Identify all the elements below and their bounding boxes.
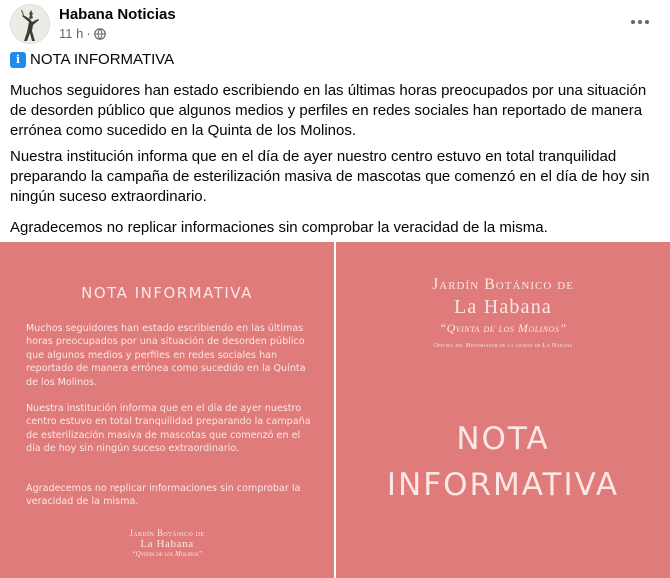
nota-line-1: NOTA bbox=[456, 421, 550, 457]
page-avatar[interactable] bbox=[10, 4, 50, 44]
post-paragraph-1: Muchos seguidores han estado escribiendo en las últimas horas preocupados por una situación de desorden público que algunos medios y perfiles en redes sociales han reportado de manera errónea como sucedido en la Quinta de los Molinos. bbox=[10, 82, 647, 139]
brand-line-2: La Habana bbox=[140, 538, 194, 550]
post-text bbox=[10, 50, 660, 244]
brand-line-4: Oficina del Historiador de la ciudad de La Habana bbox=[433, 342, 573, 349]
image-left[interactable] bbox=[0, 242, 334, 578]
image-left-paragraph-2: Nuestra institución informa que en el día de ayer nuestro centro estuvo en total tranquilidad preparando la campaña de esterilización masiva de mascotas que comenzó en el día de hoy sin ningún suceso extraordinario. bbox=[26, 403, 311, 455]
brand-line-1: Jardín Botánico de bbox=[129, 528, 205, 538]
post-meta bbox=[59, 26, 106, 41]
info-icon: i bbox=[10, 52, 26, 68]
globe-icon bbox=[94, 28, 106, 40]
image-left-title: NOTA INFORMATIVA bbox=[81, 284, 253, 302]
nota-line-2: INFORMATIVA bbox=[386, 467, 620, 503]
post-header bbox=[10, 4, 660, 44]
post-paragraph-3: Agradecemos no replicar informaciones sin comprobar la veracidad de la misma. bbox=[10, 219, 548, 236]
post-time[interactable]: 11 h bbox=[59, 26, 84, 41]
image-left-paragraph-1: Muchos seguidores han estado escribiendo en las últimas horas preocupados por una situación de desorden público que algunos medios y perfiles en redes sociales han reportado de manera errónea como sucedido en la Quinta de los Molinos. bbox=[26, 323, 306, 388]
headline-text: NOTA INFORMATIVA bbox=[30, 51, 175, 68]
post-headline bbox=[10, 50, 660, 70]
brand-line-3: “Qvinta de los Molinos” bbox=[131, 550, 203, 558]
image-left-brand bbox=[0, 528, 334, 558]
meta-separator: · bbox=[86, 26, 91, 41]
post-images bbox=[0, 242, 670, 578]
image-left-paragraph-3: Agradecemos no replicar informaciones sin comprobar la veracidad de la misma. bbox=[26, 483, 301, 508]
image-right-brand bbox=[336, 276, 670, 349]
image-right[interactable] bbox=[336, 242, 670, 578]
image-right-nota bbox=[336, 416, 670, 508]
post-paragraph-2: Nuestra institución informa que en el día de ayer nuestro centro estuvo en total tranquilidad preparando la campaña de esterilización masiva de mascotas que comenzó en el día de hoy sin ningún suceso extraordinario. bbox=[10, 148, 650, 205]
page-name[interactable]: Habana Noticias bbox=[59, 6, 176, 23]
brand-line-3: “Qvinta de los Molinos” bbox=[439, 321, 567, 335]
more-options-icon[interactable] bbox=[628, 10, 652, 34]
brand-line-2: La Habana bbox=[454, 296, 552, 318]
statue-avatar-icon bbox=[11, 5, 50, 44]
brand-line-1: Jardín Botánico de bbox=[432, 276, 574, 293]
